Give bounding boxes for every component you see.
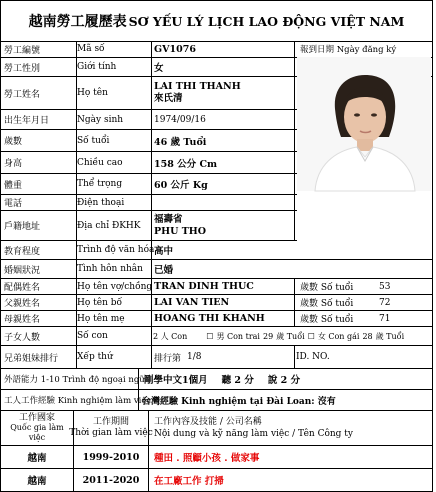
label-weight-cn: 體重	[1, 174, 77, 194]
value-father-age: 72	[379, 297, 391, 308]
value-father: LAI VAN TIEN	[149, 295, 295, 310]
label-language: 外語能力 1-10 Trình độ ngoại ngữ	[1, 369, 139, 389]
label-code-cn: 勞工編號	[1, 41, 77, 57]
label-code-vn: Mã số	[74, 41, 152, 57]
label-weight-vn: Thể trọng	[74, 174, 152, 194]
work-desc: 種田 . 照顧小孩 . 做家事	[154, 453, 260, 464]
value-daughters-age: 28	[362, 331, 373, 341]
label-phone-vn: Điện thoại	[74, 195, 152, 210]
row-name	[1, 77, 297, 110]
row-siblings	[1, 346, 432, 369]
label-father-vn: Họ tên bố	[74, 295, 152, 310]
row-marital	[1, 260, 432, 279]
siblings-rank	[149, 346, 295, 368]
row-age	[1, 130, 297, 152]
row-spouse	[1, 279, 432, 295]
header-country-vn: Quốc gia làm việc	[10, 423, 64, 442]
title-cn: 越南勞工履歷表	[28, 14, 127, 30]
label-marital-vn: Tình hôn nhân	[74, 260, 152, 278]
header-content-vn: Nội dung và kỹ năng làm việc / Tên Công ty	[154, 429, 353, 439]
label-spouse-age: 歲數 Số tuổi	[300, 283, 354, 293]
row-weight	[1, 174, 297, 195]
label-birth-cn: 出生年月日	[1, 110, 77, 129]
row-address	[1, 211, 297, 241]
value-age: 46 歲 Tuổi	[149, 130, 295, 151]
row-education	[1, 241, 432, 260]
value-speak: 說 2 分	[267, 375, 301, 386]
label-age-cn: 歲數	[1, 130, 77, 151]
form-title	[1, 1, 432, 42]
header-period-cn: 工作期間	[92, 417, 129, 427]
value-spouse-age: 53	[379, 281, 391, 292]
value-listen: 聽 2 分	[221, 375, 254, 386]
label-name-vn: Họ tên	[74, 77, 152, 109]
language-detail	[139, 369, 434, 389]
value-education: 高中	[154, 246, 174, 257]
work-country: 越南	[1, 446, 74, 468]
value-marital: 已婚	[154, 265, 174, 276]
value-sons-age: 29	[262, 331, 274, 341]
label-siblings-vn: Xếp thứ	[74, 346, 152, 368]
value-birth: 1974/09/16	[149, 110, 295, 129]
row-code	[1, 41, 432, 58]
label-sex-cn: 勞工性別	[1, 58, 77, 76]
value-height: 158 公分 Cm	[149, 152, 295, 173]
value-address-cn: 福壽省	[154, 213, 183, 225]
value-name	[149, 77, 295, 109]
row-birth	[1, 110, 297, 130]
header-content	[149, 411, 436, 445]
label-daughters-unit: 歲 Tuổi	[375, 331, 405, 341]
value-address	[149, 211, 295, 240]
label-spouse-vn: Họ tên vợ/chồng	[74, 279, 152, 294]
label-daughters: 女 Con gái	[317, 331, 360, 341]
row-height	[1, 152, 297, 174]
row-language	[1, 369, 432, 390]
profile-photo	[297, 57, 431, 191]
checkbox-son[interactable]: ☐	[206, 331, 214, 341]
title-vn: SƠ YẾU LÝ LỊCH LAO ĐỘNG VIỆT NAM	[128, 13, 405, 29]
work-row	[1, 469, 432, 491]
value-name-cn: 來氏清	[154, 93, 183, 104]
label-report-date: 報到日期 Ngày đăng ký	[300, 45, 397, 55]
label-father-age: 歲數 Số tuổi	[300, 299, 354, 309]
label-height-vn: Chiều cao	[74, 152, 152, 173]
row-mother	[1, 311, 432, 327]
work-desc: 在工廠工作 打掃	[154, 476, 224, 487]
value-name-latin: LAI THI THANH	[154, 81, 241, 92]
label-address-vn: Địa chỉ ĐKHK	[74, 211, 152, 240]
label-mother-vn: Họ tên mẹ	[74, 311, 152, 326]
label-phone-cn: 電話	[1, 195, 77, 210]
value-mother: HOANG THI KHANH	[149, 311, 295, 326]
row-father	[1, 295, 432, 311]
label-mother-cn: 母親姓名	[1, 311, 77, 326]
label-marital-cn: 婚姻狀況	[1, 260, 77, 278]
label-birth-vn: Ngày sinh	[74, 110, 152, 129]
header-country	[1, 411, 74, 445]
header-period-vn: Thời gian làm việc	[69, 428, 153, 438]
value-weight: 60 公斤 Kg	[149, 174, 295, 194]
value-children-count: 2 人 Con	[153, 331, 188, 341]
row-tw-experience	[1, 390, 432, 411]
work-period: 1999-2010	[74, 446, 149, 468]
label-education-vn: Trình độ văn hóa	[74, 241, 152, 259]
header-period	[69, 411, 153, 445]
work-period: 2011-2020	[74, 469, 149, 491]
label-siblings-cn: 兄弟姐妹排行	[1, 346, 77, 368]
label-mother-age: 歲數 Số tuổi	[300, 315, 354, 325]
value-language: 剛學中文1個月	[144, 375, 208, 386]
header-content-cn: 工作內容及技能 / 公司名稱	[154, 417, 262, 427]
value-tw-experience: 台灣經驗 Kinh nghiệm tại Đài Loan: 沒有	[142, 396, 336, 407]
value-phone	[149, 195, 295, 210]
row-phone	[1, 195, 297, 211]
label-children-vn: Số con	[74, 327, 152, 345]
row-work-header	[1, 411, 432, 446]
row-children	[1, 327, 432, 346]
label-sons: 男 Con trai	[216, 331, 260, 341]
label-sons-unit: 歲 Tuổi	[276, 331, 305, 341]
label-work-experience: 工人工作經驗 Kinh nghiệm làm việc	[1, 390, 139, 410]
label-id-no: ID. NO.	[296, 352, 330, 362]
children-detail	[153, 327, 433, 345]
label-rank: 排行第	[154, 353, 182, 364]
label-address-cn: 戶籍地址	[1, 211, 77, 240]
label-children-cn: 子女人數	[1, 327, 77, 345]
value-sex: 女	[149, 58, 295, 76]
label-father-cn: 父親姓名	[1, 295, 77, 310]
value-rank: 1/8	[187, 352, 202, 362]
value-code: GV1076	[149, 41, 295, 57]
profile-photo-image	[297, 57, 431, 191]
label-spouse-cn: 配偶姓名	[1, 279, 77, 294]
work-country: 越南	[1, 469, 74, 491]
value-address-latin: PHU THO	[154, 225, 207, 237]
label-name-cn: 勞工姓名	[1, 77, 77, 109]
label-sex-vn: Giới tính	[74, 58, 152, 76]
header-country-cn: 工作國家	[18, 413, 55, 423]
label-education-cn: 教育程度	[1, 241, 77, 259]
work-row	[1, 446, 432, 469]
checkbox-daughter[interactable]: ☐	[307, 331, 315, 341]
label-height-cn: 身高	[1, 152, 77, 173]
label-age-vn: Số tuổi	[74, 130, 152, 151]
value-mother-age: 71	[379, 313, 391, 324]
value-spouse: TRAN DINH THUC	[149, 279, 295, 294]
